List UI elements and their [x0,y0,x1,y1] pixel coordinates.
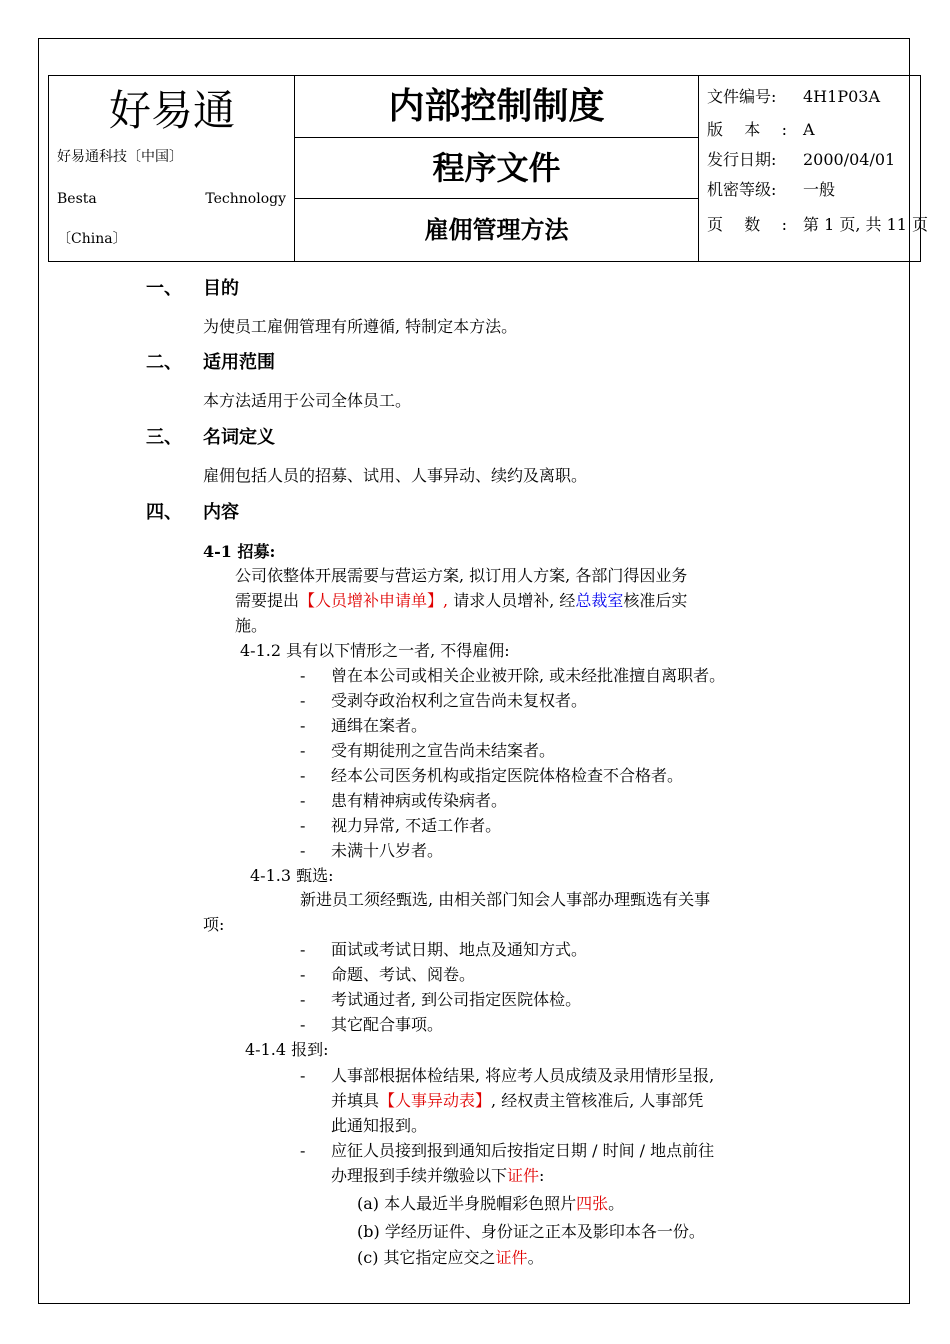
staff-request-form-ref: 【人员增补申请单】, [299,591,449,610]
meta-doc-number: 文件编号: 4H1P03A [707,87,880,106]
meta-page-count: 页数: 第 1 页, 共 11 页 [707,215,929,234]
list-item: 经本公司医务机构或指定医院体格检查不合格者。 [331,766,684,785]
list-item-dash: - [300,816,306,835]
list-item-dash: - [300,990,306,1009]
section-4-title: 内容 [203,502,239,523]
meta-confidentiality: 机密等级: 一般 [707,180,836,199]
section-3-text: 雇佣包括人员的招募、试用、人事异动、续约及离职。 [203,466,588,485]
list-item: 受剥夺政治权利之宣告尚未复权者。 [331,691,588,710]
company-name-en-3: 〔China〕 [57,231,127,247]
list-item-dash: - [300,940,306,959]
list-item: 命题、考试、阅卷。 [331,965,476,984]
list-item-dash: - [300,791,306,810]
list-item-dash: - [300,666,306,685]
list-item-dash: - [300,965,306,984]
section-1-title: 目的 [203,278,239,299]
list-item: 面试或考试日期、地点及通知方式。 [331,940,588,959]
subsection-4-1-2-heading: 4-1.2 具有以下情形之一者, 不得雇佣: [240,641,510,660]
personnel-change-form-ref: 【人事异动表】 [379,1091,492,1110]
section-2-number: 二、 [146,352,182,373]
title-cell [295,76,699,261]
recruit-paragraph-line-2: 需要提出【人员增补申请单】, 请求人员增补, 经总裁室核准后实 [235,591,688,610]
list-item: 未满十八岁者。 [331,841,444,860]
list-item-dash: - [300,766,306,785]
company-name-en-2: Technology [205,191,286,207]
report-item-1-line-1: 人事部根据体检结果, 将应考人员成绩及录用情形呈报, [331,1066,715,1085]
list-item: 曾在本公司或相关企业被开除, 或未经批准擅自离职者。 [331,666,726,685]
document-header-table [48,75,929,262]
list-item-dash: - [300,716,306,735]
list-item-dash: - [300,691,306,710]
section-2-text: 本方法适用于公司全体员工。 [203,391,412,410]
recruit-paragraph-line-1: 公司依整体开展需要与营运方案, 拟订用人方案, 各部门得因业务 [235,566,688,585]
list-item: 受有期徒刑之宣告尚未结案者。 [331,741,556,760]
list-item-dash: - [300,1015,306,1034]
subsection-4-1-3-text-line-2: 项: [203,915,225,934]
photo-count: 四张 [576,1194,609,1213]
subsection-4-1-3-heading: 4-1.3 甄选: [250,866,334,885]
company-logo: 好易通 [108,86,235,135]
section-4-number: 四、 [146,502,182,523]
president-office-ref: 总裁室 [575,591,624,610]
report-item-2-line-2: 办理报到手续并缴验以下证件: [331,1166,545,1185]
report-item-1-line-3: 此通知报到。 [331,1116,428,1135]
doc-type-title: 程序文件 [295,138,698,199]
documents-ref: 证件 [495,1248,528,1267]
company-cell [49,76,295,261]
meta-issue-date: 发行日期: 2000/04/01 [707,150,896,169]
documents-ref: 证件 [507,1166,540,1185]
section-3-title: 名词定义 [203,427,275,448]
section-1-number: 一、 [146,278,182,299]
required-doc-b: (b) 学经历证件、身份证之正本及影印本各一份。 [357,1222,705,1241]
list-item-dash: - [300,841,306,860]
subsection-4-1-3-text-line-1: 新进员工须经甄选, 由相关部门知会人事部办理甄选有关事 [300,890,711,909]
subsection-4-1-4-heading: 4-1.4 报到: [245,1040,329,1059]
recruit-heading: 4-1 招募: [203,542,276,561]
report-item-1-line-2: 并填具【人事异动表】, 经权责主管核准后, 人事部凭 [331,1091,704,1110]
recruit-paragraph-line-3: 施。 [235,616,268,635]
doc-category-title: 内部控制制度 [295,76,698,138]
meta-version: 版本: A [707,120,815,139]
company-name-cn: 好易通科技〔中国〕 [57,149,183,165]
list-item: 考试通过者, 到公司指定医院体检。 [331,990,582,1009]
list-item: 视力异常, 不适工作者。 [331,816,502,835]
list-item-dash: - [300,1066,306,1085]
list-item: 患有精神病或传染病者。 [331,791,508,810]
section-1-text: 为使员工雇佣管理有所遵循, 特制定本方法。 [203,317,518,336]
list-item-dash: - [300,741,306,760]
list-item: 通缉在案者。 [331,716,428,735]
section-2-title: 适用范围 [203,352,275,373]
required-doc-a: (a) 本人最近半身脱帽彩色照片四张。 [357,1194,625,1213]
doc-name-title: 雇佣管理方法 [424,216,569,244]
list-item: 其它配合事项。 [331,1015,444,1034]
report-item-2-line-1: 应征人员接到报到通知后按指定日期 / 时间 / 地点前往 [331,1141,715,1160]
meta-cell [699,76,950,261]
required-doc-c: (c) 其它指定应交之证件。 [357,1248,544,1267]
list-item-dash: - [300,1141,306,1160]
company-name-en-1: Besta [57,191,97,207]
section-3-number: 三、 [146,427,182,448]
